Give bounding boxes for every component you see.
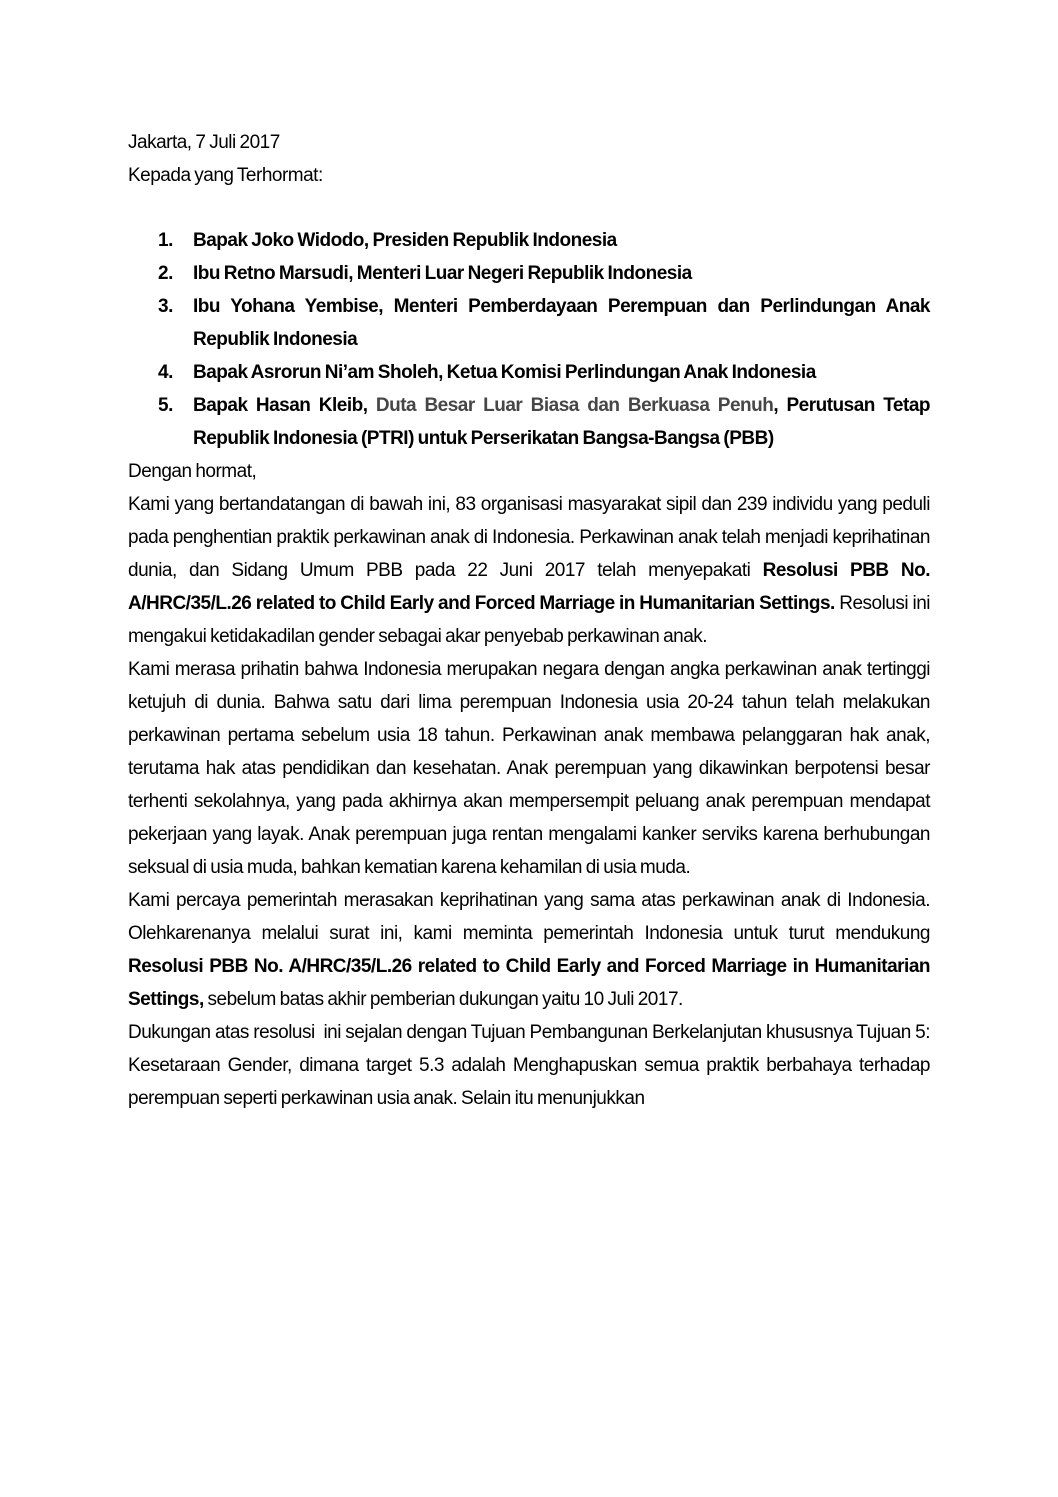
list-number: 1. — [158, 230, 173, 251]
text-run: Bapak Hasan Kleib, — [193, 395, 368, 416]
text-run: Kami percaya pemerintah merasakan keprihatinan yang sama atas perkawinan anak di Indonesia. Olehkarenanya melalui surat ini, kami meminta pemerintah Indonesia untuk turut mendukung — [128, 890, 930, 944]
text-run: Ibu Yohana Yembise, Menteri Pemberdayaan Perempuan dan Perlindungan Anak Republik Indonesia — [193, 296, 930, 350]
text-run: Duta Besar Luar Biasa dan Berkuasa Penuh — [367, 395, 774, 416]
list-number: 4. — [158, 362, 173, 383]
text-run: sebelum batas akhir pemberian dukungan yaitu 10 Juli 2017. — [203, 989, 683, 1010]
text-run: Resolusi PBB No. A/HRC/35/L.26 related to Child Early and Forced Marriage in Humanitarian Settings, — [128, 956, 930, 1010]
date-line: Jakarta, 7 Juli 2017 — [128, 132, 280, 153]
text-run: Dukungan atas resolusi ini sejalan dengan Tujuan Pembangunan Berkelanjutan khususnya Tujuan 5: Kesetaraan Gender, dimana target 5.3 adalah Menghapuskan semua praktik berbahaya terhadap perempuan seperti perkawinan usia anak. Selain itu menunjukkan — [128, 1022, 930, 1109]
salutation-header: Kepada yang Terhormat: — [128, 165, 323, 186]
recipient-item — [128, 290, 930, 356]
text-run: Resolusi PBB No. A/HRC/35/L.26 related to Child Early and Forced Marriage in Humanitarian Settings. — [128, 560, 930, 614]
recipient-item — [128, 224, 930, 257]
list-number: 2. — [158, 263, 173, 284]
text-run: Kami yang bertandatangan di bawah ini, 83 organisasi masyarakat sipil dan 239 individu yang peduli pada penghentian praktik perkawinan anak di Indonesia. Perkawinan anak telah menjadi keprihatinan dunia, dan Sidang Umum PBB pada 22 Juni 2017 telah menyepakati — [128, 494, 930, 581]
text-run: , Perutusan Tetap Republik Indonesia (PTRI) untuk Perserikatan Bangsa-Bangsa (PBB) — [193, 395, 930, 449]
text-run: Resolusi ini mengakui ketidakadilan gender sebagai akar penyebab perkawinan anak. — [128, 593, 930, 647]
list-number: 3. — [158, 296, 173, 317]
list-number: 5. — [158, 395, 173, 416]
recipient-item — [128, 356, 930, 389]
body-paragraph-3 — [128, 884, 930, 1016]
body-paragraph-2 — [128, 653, 930, 884]
text-run: Bapak Asrorun Ni’am Sholeh, Ketua Komisi Perlindungan Anak Indonesia — [193, 362, 816, 383]
greeting: Dengan hormat, — [128, 461, 257, 482]
text-run: Ibu Retno Marsudi, Menteri Luar Negeri Republik Indonesia — [193, 263, 692, 284]
body-paragraph-4 — [128, 1016, 930, 1115]
recipient-item — [128, 389, 930, 455]
text-run: Bapak Joko Widodo, Presiden Republik Indonesia — [193, 230, 617, 251]
text-run: Kami merasa prihatin bahwa Indonesia merupakan negara dengan angka perkawinan anak tertinggi ketujuh di dunia. Bahwa satu dari lima perempuan Indonesia usia 20-24 tahun telah melakukan perkawinan pertama sebelum usia 18 tahun. Perkawinan anak membawa pelanggaran hak anak, terutama hak atas pendidikan dan kesehatan. Anak perempuan yang dikawinkan berpotensi besar terhenti sekolahnya, yang pada akhirnya akan mempersempit peluang anak perempuan mendapat pekerjaan yang layak. Anak perempuan juga rentan mengalami kanker serviks karena berhubungan seksual di usia muda, bahkan kematian karena kehamilan di usia muda. — [128, 659, 930, 878]
recipient-item — [128, 257, 930, 290]
body-paragraph-1 — [128, 488, 930, 653]
recipients-list — [128, 224, 930, 455]
